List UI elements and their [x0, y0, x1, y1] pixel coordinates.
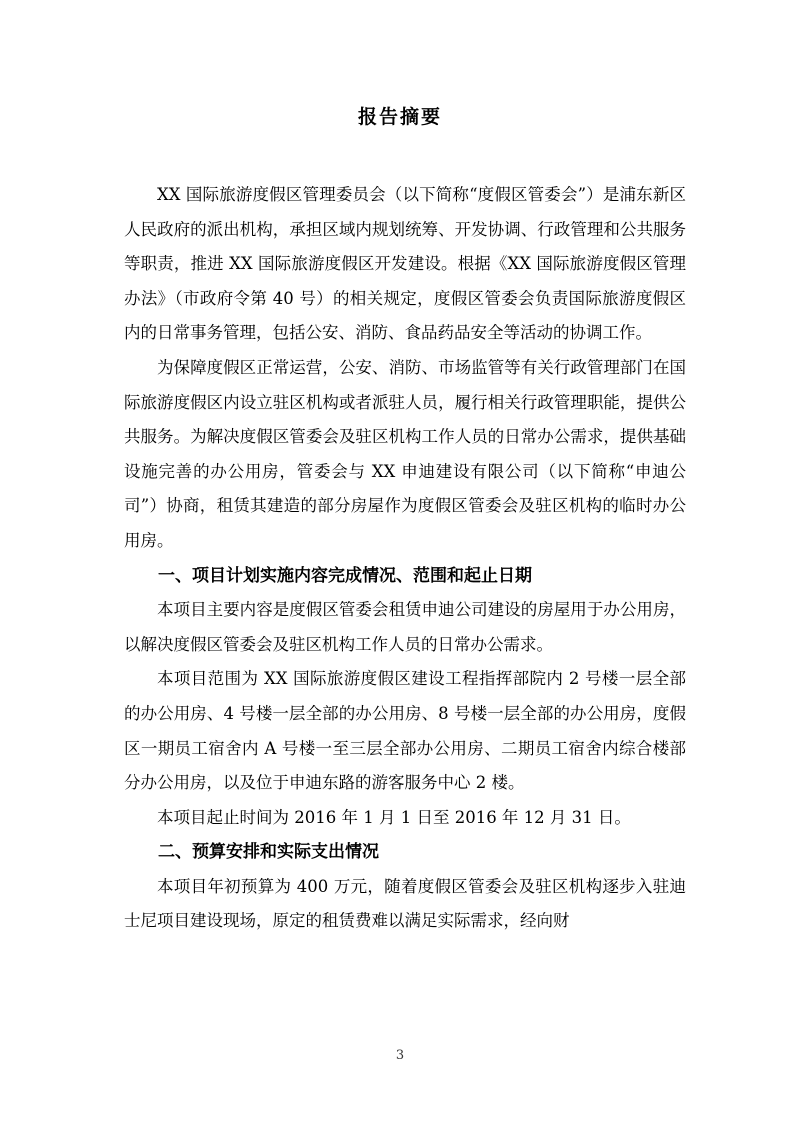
section-1-paragraph-1: 本项目主要内容是度假区管委会租赁申迪公司建设的房屋用于办公用房，以解决度假区管委会及驻区机构工作人员的日常办公需求。	[124, 600, 686, 654]
section-2-paragraph-1: 本项目年初预算为 400 万元，随着度假区管委会及驻区机构逐步入驻迪士尼项目建设现场，原定的租赁费难以满足实际需求，经向财	[124, 876, 686, 931]
intro-paragraph-2: 为保障度假区正常运营，公安、消防、市场监管等有关行政管理部门在国际旅游度假区内设立驻区机构或者派驻人员，履行相关行政管理职能，提供公共服务。为解决度假区管委会及驻区机构工作人员的日常办公需求，提供基础设施完善的办公用房，管委会与 XX 申迪建设有限公司（以下简称“申迪公司”）协商，租赁其建造的部分房屋作为度假区管委会及驻区机构的临时办公用房。	[124, 357, 686, 550]
section-1-paragraph-3: 本项目起止时间为 2016 年 1 月 1 日至 2016 年 12 月 31 日。	[157, 807, 631, 827]
report-title: 报告摘要	[357, 106, 442, 128]
document-body	[124, 178, 686, 939]
page-number: 3	[395, 1048, 405, 1063]
intro-paragraph-1: XX 国际旅游度假区管理委员会（以下简称“度假区管委会”）是浦东新区人民政府的派出机构，承担区域内规划统筹、开发协调、行政管理和公共服务等职责，推进 XX 国际旅游度假区开发建设。根据《XX 国际旅游度假区管理办法》（市政府令第 40 号）的相关规定，度假区管委会负责国际旅游度假区内的日常事务管理，包括公安、消防、食品药品安全等活动的协调工作。	[124, 185, 686, 343]
section-2-heading: 二、预算安排和实际支出情况	[158, 842, 379, 863]
section-1-paragraph-2: 本项目范围为 XX 国际旅游度假区建设工程指挥部院内 2 号楼一层全部的办公用房、4 号楼一层全部的办公用房、8 号楼一层全部的办公用房，度假区一期员工宿舍内 A 号楼一至三层全部办公用房、二期员工宿舍内综合楼部分办公用房，以及位于申迪东路的游客服务中心 2 楼。	[124, 669, 686, 793]
section-1-heading: 一、项目计划实施内容完成情况、范围和起止日期	[158, 565, 532, 586]
